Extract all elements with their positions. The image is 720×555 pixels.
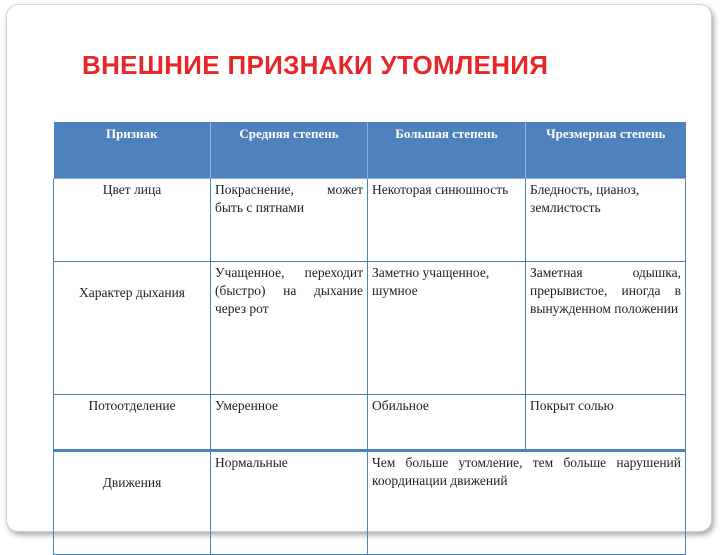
cell-large: Обильное	[368, 395, 526, 451]
cell-medium: Нормальные	[211, 451, 368, 555]
cell-medium: Умеренное	[211, 395, 368, 451]
slide-title: ВНЕШНИЕ ПРИЗНАКИ УТОМЛЕНИЯ	[82, 50, 549, 80]
cell-large: Заметно учащенное, шумное	[368, 262, 526, 395]
cell-excessive: Заметная одышка, прерывистое, иногда в вынужденном положении	[526, 262, 686, 395]
header-medium: Средняя степень	[211, 122, 368, 179]
cell-excessive: Покрыт солью	[526, 395, 686, 451]
cell-medium: Учащенное, переходит (быстро) на дыхание через рот	[211, 262, 368, 395]
header-large: Большая степень	[368, 122, 526, 179]
cell-large-excessive: Чем больше утомление, тем больше нарушений координации движений	[368, 451, 686, 555]
cell-sign: Характер дыхания	[54, 262, 211, 395]
header-sign: Признак	[54, 122, 211, 179]
table-header-row	[54, 122, 686, 179]
cell-sign: Цвет лица	[54, 179, 211, 262]
cell-sign: Движения	[54, 451, 211, 555]
table-row	[54, 179, 686, 262]
fatigue-signs-table	[53, 122, 686, 555]
header-excessive: Чрезмерная степень	[526, 122, 686, 179]
cell-medium: Покраснение, может быть с пятнами	[211, 179, 368, 262]
cell-sign: Потоотделение	[54, 395, 211, 451]
table-row	[54, 395, 686, 451]
cell-large: Некоторая синюшность	[368, 179, 526, 262]
table-row	[54, 262, 686, 395]
table-row	[54, 451, 686, 555]
cell-excessive: Бледность, цианоз, землистость	[526, 179, 686, 262]
